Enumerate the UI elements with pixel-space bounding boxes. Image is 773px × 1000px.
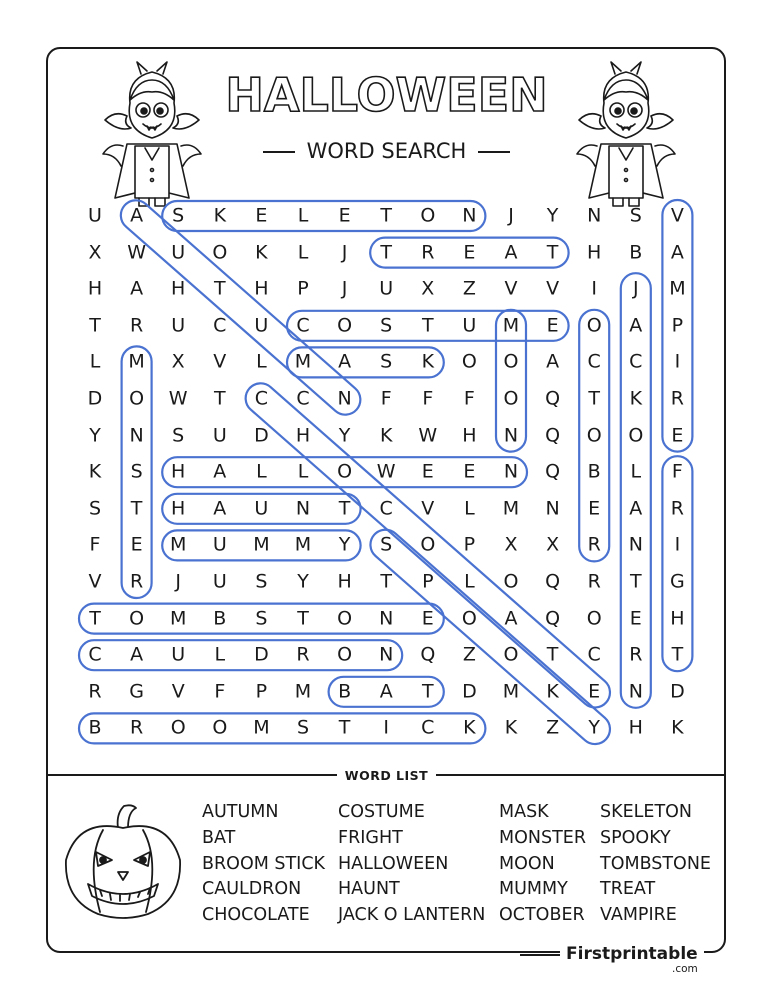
grid-letter: W <box>127 241 146 264</box>
grid-letter: A <box>504 607 518 630</box>
grid-letter: O <box>586 607 602 630</box>
grid-letter: O <box>461 350 477 373</box>
grid-letter: J <box>341 277 348 300</box>
grid-letter: S <box>172 204 185 227</box>
grid-letter: T <box>338 716 351 739</box>
grid-letter: T <box>213 387 226 410</box>
grid-letter: N <box>628 680 643 703</box>
grid-letter: C <box>421 716 435 739</box>
grid-letter: T <box>338 497 351 520</box>
grid-letter: C <box>587 643 601 666</box>
grid-letter: K <box>213 204 227 227</box>
grid-letter: U <box>212 570 227 593</box>
grid-letter: R <box>129 570 144 593</box>
word-list-item: VAMPIRE <box>600 905 677 926</box>
grid-letter: U <box>212 533 227 556</box>
grid-letter: T <box>89 607 101 630</box>
grid-letter: N <box>545 497 560 520</box>
grid-letter: L <box>297 241 309 264</box>
grid-letter: T <box>421 680 434 703</box>
grid-letter: S <box>296 716 310 739</box>
grid-letter: W <box>418 424 438 447</box>
grid-letter: F <box>89 533 101 556</box>
grid-letter: V <box>504 277 518 300</box>
grid-letter: A <box>338 350 352 373</box>
grid-letter: O <box>586 424 602 447</box>
grid-letter: T <box>380 241 392 264</box>
grid-letter: U <box>379 277 394 300</box>
grid-letter: R <box>670 387 684 410</box>
grid-letter: E <box>671 424 684 447</box>
grid-letter: R <box>629 643 643 666</box>
grid-letter: T <box>421 314 434 337</box>
grid-letter: K <box>88 460 102 483</box>
grid-letter: M <box>294 680 312 703</box>
grid-letter: Q <box>545 460 561 483</box>
grid-letter: O <box>337 643 353 666</box>
word-list-item: CHOCOLATE <box>202 905 310 926</box>
grid-letter: K <box>504 716 518 739</box>
grid-letter: O <box>420 204 436 227</box>
grid-letter: T <box>89 314 101 337</box>
grid-letter: L <box>256 350 267 373</box>
grid-letter: B <box>88 716 102 739</box>
grid-letter: U <box>171 314 186 337</box>
grid-letter: U <box>254 497 269 520</box>
grid-letter: T <box>380 204 392 227</box>
grid-letter: E <box>130 533 143 556</box>
grid-letter: U <box>254 314 269 337</box>
word-list-item: MOON <box>499 853 555 874</box>
grid-letter: A <box>130 204 144 227</box>
grid-letter: M <box>502 497 520 520</box>
grid-letter: E <box>463 460 476 483</box>
grid-letter: L <box>89 350 101 373</box>
grid-letter: A <box>629 314 643 337</box>
grid-letter: M <box>502 680 520 703</box>
grid-letter: J <box>341 241 348 264</box>
grid-letter: Z <box>462 643 476 666</box>
grid-letter: E <box>255 204 268 227</box>
grid-letter: F <box>214 680 226 703</box>
grid-letter: V <box>546 277 560 300</box>
word-list-item: JACK O LANTERN <box>338 905 486 926</box>
grid-letter: R <box>587 533 601 556</box>
grid-letter: O <box>503 643 519 666</box>
grid-letter: H <box>87 277 103 300</box>
word-list-column-1 <box>202 800 325 929</box>
grid-letter: L <box>630 460 642 483</box>
grid-letter: S <box>380 350 393 373</box>
grid-letter: H <box>171 277 186 300</box>
grid-letter: K <box>671 716 684 739</box>
grid-letter: A <box>670 241 684 264</box>
grid-letter: S <box>380 533 393 556</box>
word-list-item: CAULDRON <box>202 879 302 900</box>
grid-letter: Y <box>89 424 101 447</box>
grid-letter: F <box>380 387 392 410</box>
grid-letter: D <box>87 387 103 410</box>
grid-letter: P <box>297 277 309 300</box>
grid-letter: S <box>255 607 268 630</box>
grid-letter: O <box>628 424 644 447</box>
grid-letter: N <box>462 204 477 227</box>
grid-letter: O <box>503 570 519 593</box>
grid-letter: E <box>338 204 351 227</box>
grid-letter: D <box>462 680 477 703</box>
grid-letter: Q <box>545 570 561 593</box>
grid-letter: Y <box>546 204 559 227</box>
grid-letter: P <box>255 680 268 703</box>
grid-letter: Y <box>338 424 351 447</box>
grid-letter: C <box>296 387 310 410</box>
word-list-item: HALLOWEEN <box>338 853 449 874</box>
grid-letter: I <box>383 716 389 739</box>
grid-letter: C <box>379 497 393 520</box>
grid-letter: T <box>546 643 559 666</box>
grid-letter: P <box>671 314 684 337</box>
word-list-item: SPOOKY <box>600 827 671 848</box>
grid-letter: F <box>671 460 683 483</box>
word-list-item: FRIGHT <box>338 827 403 848</box>
grid-letter: Q <box>545 424 561 447</box>
grid-letter: S <box>88 497 102 520</box>
grid-letter: B <box>213 607 227 630</box>
grid-letter: N <box>379 607 394 630</box>
grid-letter: E <box>463 241 476 264</box>
grid-letter: O <box>503 350 519 373</box>
grid-letter: T <box>546 241 559 264</box>
grid-letter: H <box>337 570 352 593</box>
grid-letter: H <box>462 424 477 447</box>
grid-letter: C <box>629 350 643 373</box>
grid-letter: H <box>295 424 311 447</box>
grid-letter: O <box>170 716 186 739</box>
grid-letter: S <box>255 570 268 593</box>
grid-letter: H <box>254 277 269 300</box>
grid-letter: S <box>629 204 642 227</box>
grid-letter: H <box>587 241 602 264</box>
grid-letter: I <box>674 533 681 556</box>
grid-letter: D <box>670 680 685 703</box>
grid-letter: T <box>588 387 600 410</box>
grid-letter: M <box>128 350 145 373</box>
grid-letter: O <box>129 387 145 410</box>
grid-letter: P <box>422 570 434 593</box>
grid-letter: R <box>296 643 310 666</box>
grid-letter: J <box>508 204 514 227</box>
grid-letter: Q <box>545 387 561 410</box>
grid-letter: K <box>421 350 435 373</box>
grid-letter: B <box>587 460 601 483</box>
grid-letter: M <box>502 314 520 337</box>
grid-letter: U <box>171 241 186 264</box>
grid-letter: H <box>171 460 186 483</box>
grid-letter: R <box>129 314 144 337</box>
grid-letter: E <box>629 607 642 630</box>
grid-letter: J <box>632 277 639 300</box>
grid-letter: L <box>297 204 309 227</box>
grid-letter: O <box>503 387 519 410</box>
grid-letter: M <box>169 607 187 630</box>
grid-letter: U <box>171 643 186 666</box>
grid-letter: O <box>212 716 228 739</box>
grid-letter: U <box>462 314 477 337</box>
grid-letter: N <box>503 460 519 483</box>
word-list-title: WORD LIST <box>337 768 436 783</box>
grid-letter: R <box>421 241 435 264</box>
grid-letter: Y <box>297 570 309 593</box>
grid-letter: E <box>421 607 434 630</box>
grid-letter: B <box>629 241 643 264</box>
grid-letter: N <box>503 424 519 447</box>
grid-letter: G <box>129 680 144 703</box>
grid-letter: V <box>213 350 227 373</box>
grid-letter: T <box>297 607 309 630</box>
word-list-item: BROOM STICK <box>202 853 326 874</box>
grid-letter: C <box>213 314 227 337</box>
grid-letter: M <box>253 716 270 739</box>
grid-letter: E <box>588 497 601 520</box>
word-list-item: COSTUME <box>338 802 425 822</box>
grid-letter: M <box>253 533 270 556</box>
word-list-column-4 <box>600 800 711 929</box>
grid-letter: A <box>130 277 144 300</box>
word-list-item: OCTOBER <box>499 905 585 926</box>
grid-letter: A <box>504 241 518 264</box>
grid-letter: H <box>628 716 643 739</box>
grid-letter: R <box>670 497 684 520</box>
grid-letter: U <box>212 424 227 447</box>
word-list-item: SKELETON <box>600 802 693 822</box>
grid-letter: O <box>337 607 353 630</box>
grid-letter: T <box>130 497 143 520</box>
grid-letter: A <box>213 460 227 483</box>
grid-letter: N <box>587 204 602 227</box>
grid-letter: S <box>172 424 185 447</box>
grid-letter: L <box>297 460 309 483</box>
grid-letter: K <box>629 387 643 410</box>
grid-letter: F <box>463 387 475 410</box>
grid-letter: O <box>586 314 602 337</box>
grid-letter: H <box>171 497 186 520</box>
grid-letter: X <box>546 533 560 556</box>
grid-letter: N <box>295 497 311 520</box>
grid-letter: Q <box>420 643 436 666</box>
grid-letter: U <box>88 204 102 227</box>
grid-letter: A <box>546 350 560 373</box>
word-list-item: TREAT <box>600 879 656 900</box>
grid-letter: P <box>463 533 476 556</box>
grid-letter: M <box>169 533 187 556</box>
word-list-item: TOMBSTONE <box>600 853 711 874</box>
grid-letter: T <box>213 277 226 300</box>
grid-letter: X <box>171 350 185 373</box>
grid-letter: V <box>171 680 185 703</box>
brand-name: Firstprintable <box>560 944 704 964</box>
grid-letter: O <box>129 607 145 630</box>
grid-letter: N <box>129 424 144 447</box>
grid-letter: J <box>175 570 181 593</box>
grid-letter: G <box>670 570 685 593</box>
grid-letter: N <box>337 387 352 410</box>
grid-letter: A <box>629 497 643 520</box>
grid-letter: R <box>587 570 601 593</box>
grid-letter: T <box>380 570 392 593</box>
grid-letter: D <box>254 424 269 447</box>
grid-letter: F <box>422 387 434 410</box>
grid-letter: V <box>421 497 435 520</box>
grid-letter: M <box>294 533 312 556</box>
grid-letter: Y <box>588 716 600 739</box>
grid-letter: O <box>337 314 353 337</box>
grid-letter: A <box>379 680 393 703</box>
grid-letter: V <box>670 204 684 227</box>
grid-letter: B <box>338 680 352 703</box>
grid-letter: K <box>255 241 268 264</box>
word-list-item: MASK <box>499 802 549 822</box>
grid-letter: E <box>546 314 559 337</box>
grid-letter: E <box>588 680 601 703</box>
grid-letter: O <box>461 607 477 630</box>
pumpkin-illustration <box>58 800 188 920</box>
grid-letter: X <box>504 533 518 556</box>
word-list-item: MUMMY <box>499 879 568 900</box>
grid-letter: W <box>376 460 396 483</box>
grid-letter: Z <box>546 716 560 739</box>
grid-letter: Q <box>545 607 561 630</box>
brand-divider <box>520 954 560 956</box>
grid-letter: L <box>464 570 475 593</box>
grid-letter: Y <box>338 533 351 556</box>
subtitle-text: WORD SEARCH <box>306 139 467 163</box>
word-list-item: BAT <box>202 827 236 848</box>
brand-suffix: .com <box>672 963 698 975</box>
grid-letter: M <box>294 350 312 373</box>
word-list-item: AUTUMN <box>202 802 279 822</box>
grid-letter: T <box>671 643 684 666</box>
grid-letter: L <box>214 643 226 666</box>
page-title: HALLOWEEN <box>225 68 548 122</box>
grid-letter: K <box>379 424 393 447</box>
grid-letter: I <box>674 350 681 373</box>
grid-letter: C <box>587 350 601 373</box>
grid-letter: Z <box>462 277 476 300</box>
grid-letter: C <box>254 387 269 410</box>
grid-letter: I <box>591 277 597 300</box>
grid-letter: C <box>296 314 310 337</box>
grid-letter: A <box>130 643 144 666</box>
grid-letter: L <box>464 497 475 520</box>
grid-letter: X <box>88 241 102 264</box>
grid-letter: K <box>546 680 559 703</box>
grid-letter: D <box>254 643 269 666</box>
grid-letter: O <box>212 241 228 264</box>
word-list-column-2 <box>338 800 485 929</box>
grid-letter: K <box>463 716 476 739</box>
grid-letter: W <box>168 387 188 410</box>
grid-letter: S <box>380 314 393 337</box>
grid-letter: T <box>629 570 642 593</box>
grid-letter: C <box>88 643 102 666</box>
grid-letter: L <box>256 460 267 483</box>
grid-letter: R <box>129 716 144 739</box>
grid-letter: A <box>213 497 227 520</box>
grid-letter: R <box>88 680 102 703</box>
grid-letter: N <box>379 643 394 666</box>
grid-letter: X <box>421 277 435 300</box>
grid-letter: V <box>88 570 102 593</box>
grid-letter: E <box>421 460 434 483</box>
word-list-item: MONSTER <box>499 827 586 848</box>
word-list-column-3 <box>499 800 586 929</box>
grid-letter: S <box>130 460 143 483</box>
grid-letter: N <box>628 533 643 556</box>
grid-letter: O <box>420 533 436 556</box>
grid-letter: H <box>670 607 685 630</box>
grid-letter: M <box>669 277 686 300</box>
word-list-item: HAUNT <box>338 879 400 900</box>
grid-letter: O <box>337 460 353 483</box>
